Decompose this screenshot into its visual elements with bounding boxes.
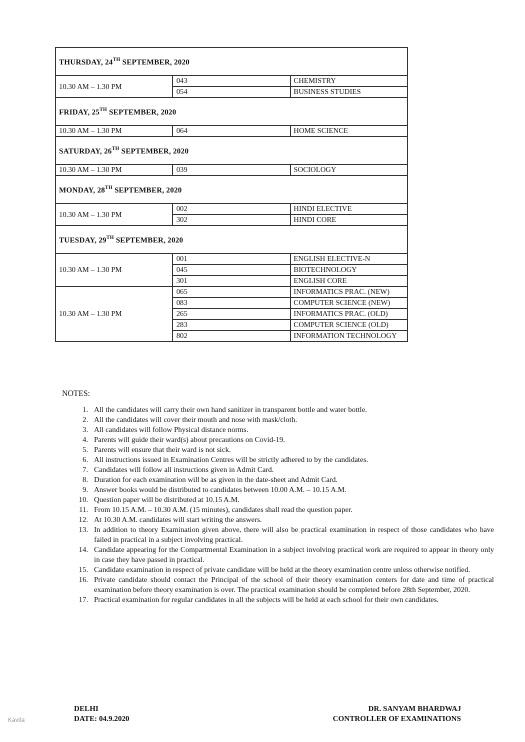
note-item: 4. Parents will guide their ward(s) about precautions on Covid-19. [90,435,494,445]
subject-row [56,76,408,87]
subject-row [56,126,408,137]
exam-schedule-table [55,47,408,342]
date-row [56,226,408,254]
note-item: 12. At 10.30 A.M. candidates will start writing the answers. [90,515,494,525]
note-item: 8. Duration for each examination will be as given in the date-sheet and Admit Card. [90,475,494,485]
exam-time: 10.30 AM – 1.30 PM [56,287,173,342]
subject-name: ENGLISH CORE [290,276,407,287]
subject-name: BUSINESS STUDIES [290,87,407,98]
signatory-title: CONTROLLER OF EXAMINATIONS [332,714,461,723]
note-item: 2. All the candidates will cover their mouth and nose with mask/cloth. [90,415,494,425]
notes-heading: NOTES: [62,389,90,398]
footer-date: DATE: 04.9.2020 [74,714,130,723]
subject-code: 301 [173,276,290,287]
note-item: 5. Parents will ensure that their ward is not sick. [90,445,494,455]
subject-name: INFORMATION TECHNOLOGY [290,331,407,342]
subject-code: 039 [173,165,290,176]
note-item: 10. Question paper will be distributed at 10.15 A.M. [90,495,494,505]
subject-code: 083 [173,298,290,309]
date-row [56,176,408,204]
subject-name: INFORMATICS PRAC. (OLD) [290,309,407,320]
date-row [56,137,408,165]
subject-name: COMPUTER SCIENCE (OLD) [290,320,407,331]
note-item: 14. Candidate appearing for the Compartmental Examination in a subject involving practical work are required to appear in theory only in case they have passed in practical. [90,545,494,565]
note-item: 15. Candidate examination in respect of private candidate will be held at the theory examination centre unless otherwise notified. [90,565,494,575]
subject-row [56,204,408,215]
subject-name: CHEMISTRY [290,76,407,87]
note-item: 11. From 10.15 A.M. – 10.30 A.M. (15 minutes), candidates shall read the question paper. [90,505,494,515]
exam-time: 10.30 AM – 1.30 PM [56,76,173,98]
notes-list [58,405,494,605]
subject-name: HINDI CORE [290,215,407,226]
note-item: 1. All the candidates will carry their own hand sanitizer in transparent bottle and water bottle. [90,405,494,415]
note-item: 3. All candidates will follow Physical distance norms. [90,425,494,435]
note-item: 17. Practical examination for regular candidates in all the subjects will be held at each school for their own candidates. [90,595,494,605]
exam-time: 10.30 AM – 1.30 PM [56,126,173,137]
exam-time: 10.30 AM – 1.30 PM [56,204,173,226]
footer-place: DELHI [74,704,99,713]
exam-date: SATURDAY, 26TH SEPTEMBER, 2020 [56,137,408,165]
subject-code: 045 [173,265,290,276]
subject-name: HOME SCIENCE [290,126,407,137]
note-item: 9. Answer books would be distributed to candidates between 10.00 A.M. – 10.15 A.M. [90,485,494,495]
exam-date: THURSDAY, 24TH SEPTEMBER, 2020 [56,48,408,76]
subject-code: 002 [173,204,290,215]
footer-right [333,704,461,724]
note-item: 16. Private candidate should contact the Principal of the school of their theory examination centers for date and time of practical examination before theory examination is over. The practical examination should be completed before 28th September, 2020. [90,575,494,595]
note-item: 6. All instructions issued in Examination Centres will be strictly adhered to by the candidates. [90,455,494,465]
subject-row [56,287,408,298]
footer-left [74,704,129,724]
exam-date: TUESDAY, 29TH SEPTEMBER, 2020 [56,226,408,254]
exam-date: FRIDAY, 25TH SEPTEMBER, 2020 [56,98,408,126]
subject-code: 001 [173,254,290,265]
subject-code: 802 [173,331,290,342]
subject-code: 065 [173,287,290,298]
subject-row [56,254,408,265]
subject-name: BIOTECHNOLOGY [290,265,407,276]
subject-code: 043 [173,76,290,87]
subject-name: INFORMATICS PRAC. (NEW) [290,287,407,298]
subject-code: 054 [173,87,290,98]
exam-time: 10.30 AM – 1.30 PM [56,254,173,287]
subject-code: 302 [173,215,290,226]
subject-code: 265 [173,309,290,320]
note-item: 7. Candidates will follow all instructions given in Admit Card. [90,465,494,475]
exam-time: 10.30 AM – 1.30 PM [56,165,173,176]
watermark-text: Kavita [8,718,25,724]
subject-name: COMPUTER SCIENCE (NEW) [290,298,407,309]
signatory-name: DR. SANYAM BHARDWAJ [368,704,461,713]
subject-name: HINDI ELECTIVE [290,204,407,215]
subject-row [56,165,408,176]
subject-name: SOCIOLOGY [290,165,407,176]
date-row [56,98,408,126]
subject-code: 283 [173,320,290,331]
subject-name: ENGLISH ELECTIVE-N [290,254,407,265]
date-row [56,48,408,76]
note-item: 13. In addition to theory Examination given above, there will also be practical examination in respect of those candidates who have failed in practical in a subject involving practical. [90,525,494,545]
exam-date: MONDAY, 28TH SEPTEMBER, 2020 [56,176,408,204]
subject-code: 064 [173,126,290,137]
